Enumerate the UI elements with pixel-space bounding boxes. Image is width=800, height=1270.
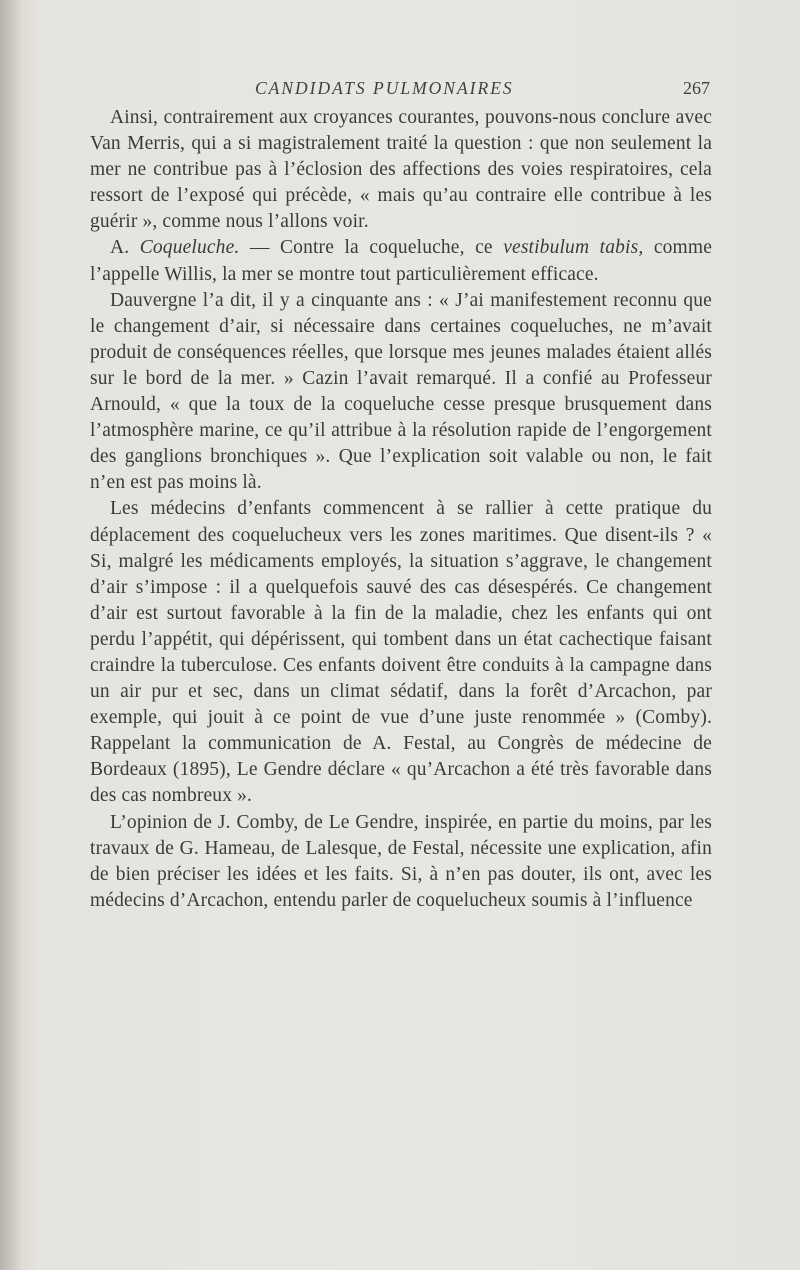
paragraph-medecins: Les médecins d’enfants commencent à se rallier à cette pratique du déplacement des coquelucheux vers les zones maritimes. Que disent-ils ? « Si, malgré les médicaments employés, la situation s’aggrave, le changement d’air s’impose : il a quelquefois sauvé des cas désespérés. Ce changement d’air est surtout favorable à la fin de la maladie, chez les enfants qui ont perdu l’appétit, qui dépérissent, qui tombent dans un état cachectique faisant craindre la tuberculose. Ces enfants doivent être conduits à la campagne dans un air pur et sec, dans un climat sédatif, dans la forêt d’Arcachon, par exemple, qui jouit à ce point de vue d’une juste renommée » (Comby). Rappelant la communication de A. Festal, au Congrès de médecine de Bordeaux (1895), Le Gendre déclare « qu’Arcachon a été très favorable dans des cas nombreux ».: [90, 498, 712, 807]
running-title: CANDIDATS PULMONAIRES: [255, 78, 514, 98]
page-header: [245, 78, 710, 104]
paragraph-coqueluche-heading: [90, 235, 712, 287]
paragraph-conclusion: Ainsi, contrairement aux croyances courantes, pouvons-nous conclure avec Van Merris, qui a si magistralement traité la question : que non seulement la mer ne contribue pas à l’éclosion des affections des voies respiratoires, cela ressort de l’exposé qui précède, « mais qu’au contraire elle contribue à les guérir », comme nous l’allons voir.: [90, 107, 712, 233]
body-text: [90, 105, 712, 914]
page-number: 267: [683, 78, 710, 98]
paragraph-dauvergne: Dauvergne l’a dit, il y a cinquante ans : « J’ai manifestement reconnu que le changement d’air, si nécessaire dans certaines coqueluches, ne m’avait produit de conséquences réelles, que lorsque mes jeunes malades étaient allés sur le bord de la mer. » Cazin l’avait remarqué. Il a confié au Professeur Arnould, « que la toux de la coqueluche cesse presque brusquement dans l’atmosphère marine, ce qu’il attribue à la résolution rapide de l’engorgement des ganglions bronchiques ». Que l’explication soit valable ou non, le fait n’en est pas moins là.: [90, 289, 712, 494]
page-edge-shadow: [0, 0, 22, 1270]
section-letter: A.: [110, 237, 130, 259]
section-intro: — Contre la coqueluche, ce: [239, 237, 504, 259]
latin-term: vestibulum tabis,: [503, 237, 644, 259]
section-heading: Coqueluche.: [139, 237, 240, 259]
paragraph-opinion: L’opinion de J. Comby, de Le Gendre, inspirée, en partie du moins, par les travaux de G. Hameau, de Lalesque, de Festal, nécessite une explication, afin de bien préciser les idées et les faits. Si, à n’en pas douter, ils ont, avec les médecins d’Arcachon, entendu parler de coquelucheux soumis à l’influence: [90, 811, 712, 911]
section-intro-rest: comme l’appelle Willis, la mer se montre tout particulièrement efficace.: [90, 237, 712, 285]
